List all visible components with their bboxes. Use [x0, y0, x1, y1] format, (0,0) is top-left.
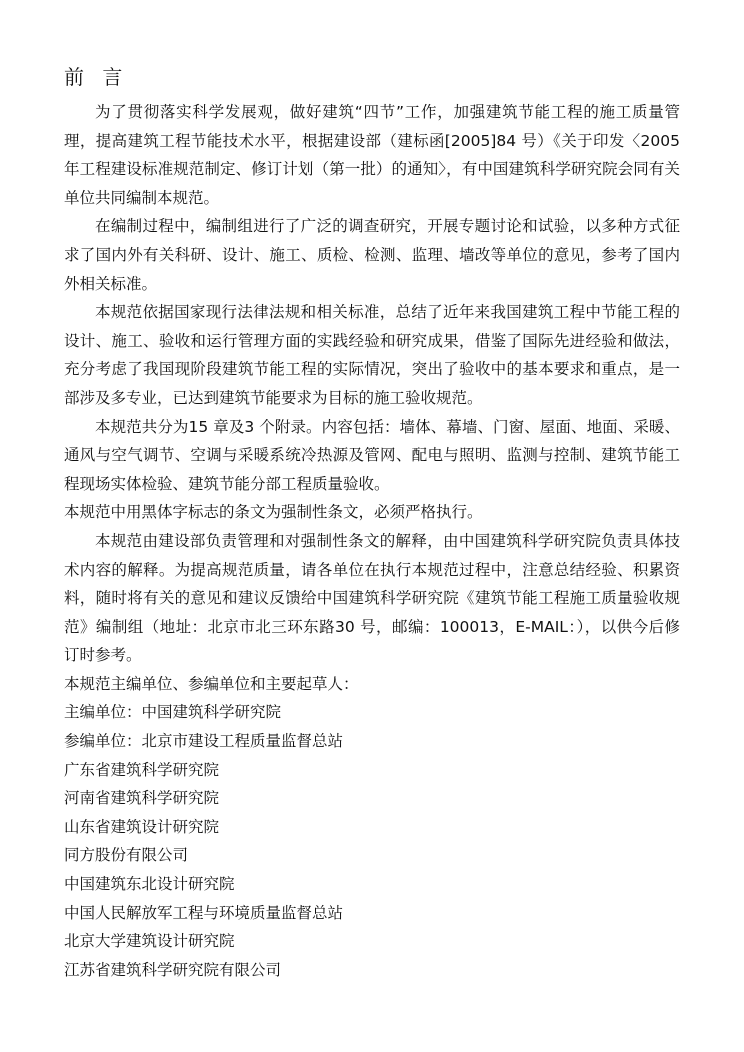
participating-unit: 江苏省建筑科学研究院有限公司: [64, 960, 282, 979]
participating-unit: 参编单位：北京市建设工程质量监督总站: [64, 732, 344, 751]
paragraph-compilation: 在编制过程中，编制组进行了广泛的调查研究，开展专题讨论和试验，以多种方式征求了国内外有关科研、设计、施工、质检、检测、监理、墙改等单位的意见，参考了国内外相关标准。: [64, 217, 680, 293]
paragraph-management: 本规范由建设部负责管理和对强制性条文的解释，由中国建筑科学研究院负责具体技术内容的解释。为提高规范质量，请各单位在执行本规范过程中，注意总结经验、积累资料，随时将有关的意见和建议反馈给中国建筑科学研究院《建筑节能工程施工质量验收规范》编制组（地址：北京市北三环东路30 号，邮编：100013，E-MAIL：），以供今后修订时参考。: [64, 531, 680, 665]
participating-unit: 同方股份有限公司: [64, 846, 189, 865]
mandatory-note: 本规范中用黑体字标志的条文为强制性条文，必须严格执行。: [64, 503, 483, 522]
page-title: 前 言: [64, 65, 129, 89]
document-page: [64, 62, 680, 984]
participating-unit: 河南省建筑科学研究院: [64, 789, 220, 808]
paragraph-contents: 本规范共分为15 章及3 个附录。内容包括：墙体、幕墙、门窗、屋面、地面、采暖、通风与空气调节、空调与采暖系统冷热源及管网、配电与照明、监测与控制、建筑节能工程现场实体检验、建筑节能分部工程质量验收。: [64, 417, 680, 493]
paragraph-basis: 本规范依据国家现行法律法规和相关标准，总结了近年来我国建筑工程中节能工程的设计、施工、验收和运行管理方面的实践经验和研究成果，借鉴了国际先进经验和做法，充分考虑了我国现阶段建筑节能工程的实际情况，突出了验收中的基本要求和重点，是一部涉及多专业，已达到建筑节能要求为目标的施工验收规范。: [64, 303, 680, 407]
paragraph-purpose: 为了贯彻落实科学发展观，做好建筑“四节”工作，加强建筑节能工程的施工质量管理，提高建筑工程节能技术水平，根据建设部（建标函[2005]84 号）《关于印发〈2005 年工程建设标准规范制定、修订计划（第一批）的通知〉，有中国建筑科学研究院会同有关单位共同编制本规范。: [64, 103, 680, 207]
participating-unit: 中国建筑东北设计研究院: [64, 875, 235, 894]
participating-unit: 北京大学建筑设计研究院: [64, 932, 235, 951]
units-heading: 本规范主编单位、参编单位和主要起草人：: [64, 674, 359, 693]
participating-unit: 中国人民解放军工程与环境质量监督总站: [64, 903, 344, 922]
chief-unit: 主编单位：中国建筑科学研究院: [64, 703, 282, 722]
participating-unit: 山东省建筑设计研究院: [64, 817, 220, 836]
participating-unit: 广东省建筑科学研究院: [64, 760, 220, 779]
